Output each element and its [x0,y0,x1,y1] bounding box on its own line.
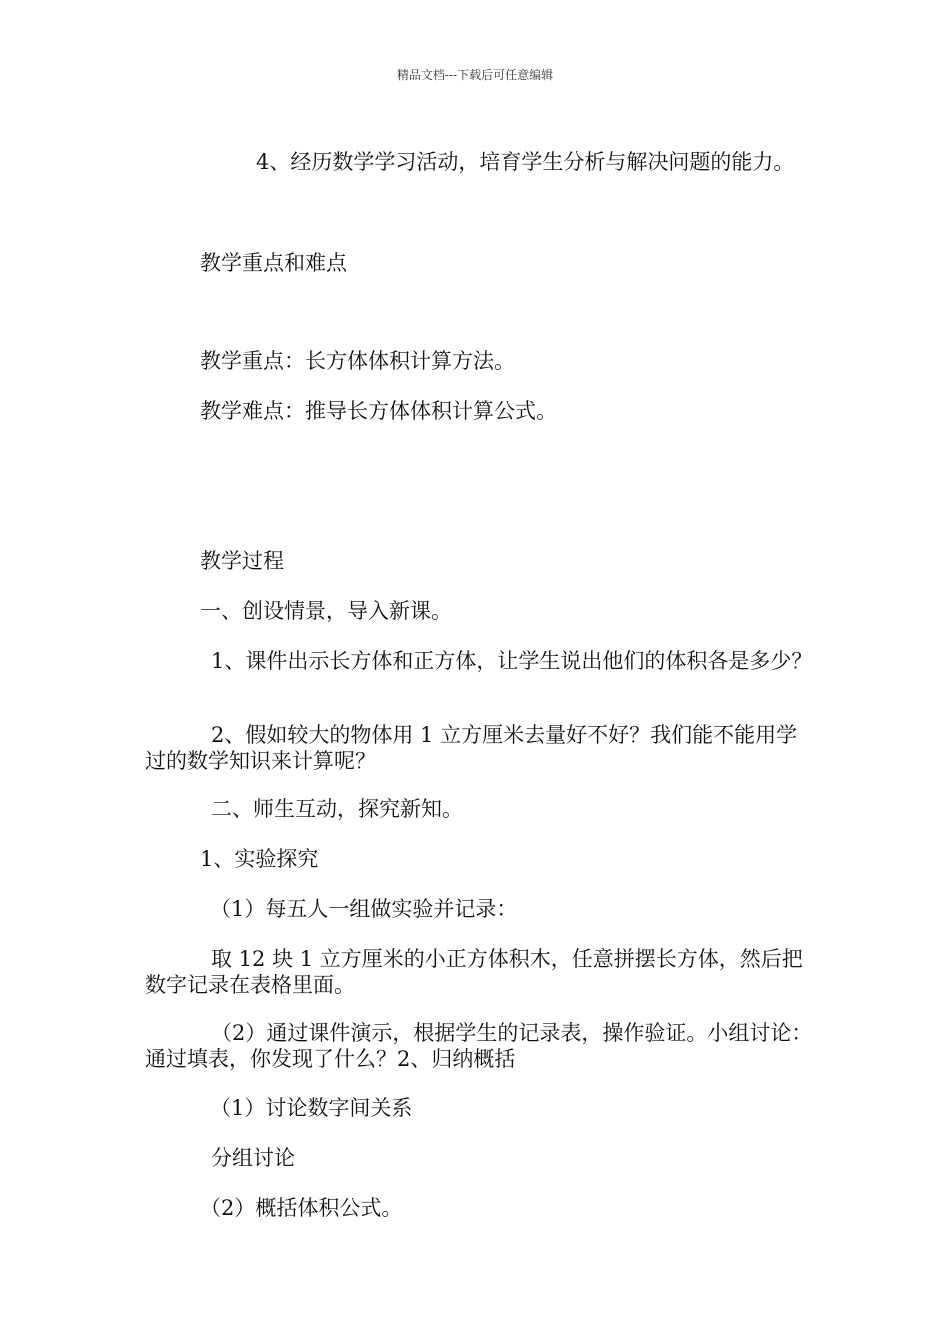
section-heading-1: 一、创设情景，导入新课。 [200,599,452,623]
section-title-process: 教学过程 [200,549,284,573]
group-discussion: 分组讨论 [211,1146,295,1170]
key-point-text: 教学重点：长方体体积计算方法。 [200,349,515,373]
step-2: （2）通过课件演示，根据学生的记录表，操作验证。小组讨论：通过填表，你发现了什么？2、归纳概括 [145,1021,813,1071]
step-1-detail: 取 12 块 1 立方厘米的小正方体积木，任意拼摆长方体，然后把数字记录在表格里面。 [145,947,803,997]
subheading-experiment: 1、实验探究 [200,847,319,871]
paragraph-item-2: 2、假如较大的物体用 1 立方厘米去量好不好？我们能不能用学过的数学知识来计算呢？ [145,723,798,773]
step-3: （1）讨论数字间关系 [210,1096,413,1120]
step-1: （1）每五人一组做实验并记录： [210,897,518,921]
section-heading-2: 二、师生互动，探究新知。 [211,797,463,821]
step-4: （2）概括体积公式。 [200,1196,403,1220]
teaching-goal-4: 4、经历数学学习活动，培育学生分析与解决问题的能力。 [256,150,795,174]
paragraph-item-1: 1、课件出示长方体和正方体，让学生说出他们的体积各是多少？ [211,649,813,673]
difficulty-text: 教学难点：推导长方体体积计算公式。 [200,399,557,423]
page-header: 精品文档---下载后可任意编辑 [396,68,554,82]
section-title-key-points: 教学重点和难点 [200,251,347,275]
